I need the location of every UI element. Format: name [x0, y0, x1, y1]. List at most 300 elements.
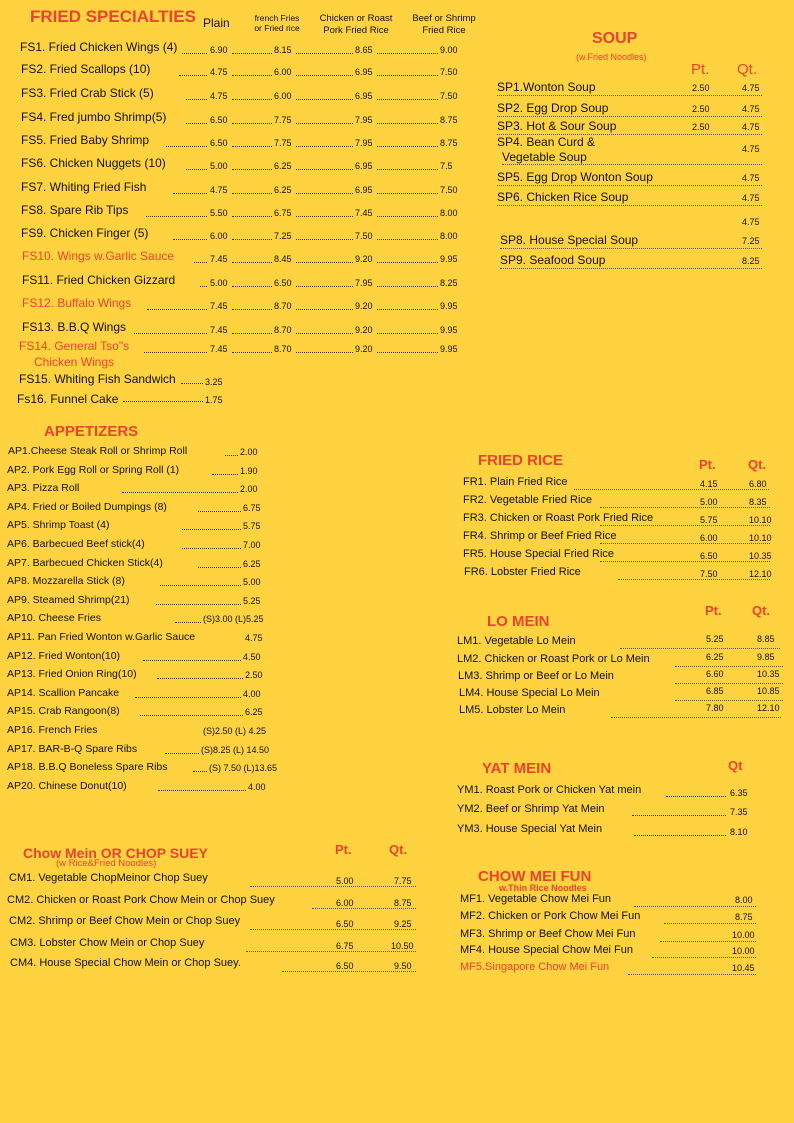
- fried-leader: [377, 169, 438, 170]
- fried-item-price: 6.90: [210, 45, 228, 55]
- chow-mein-name: CM2. Chicken or Roast Pork Chow Mein or Chop Suey: [7, 894, 275, 906]
- col-chicken-header: Chicken or Roast Pork Fried Rice: [319, 13, 393, 36]
- fried-item-price: 7.50: [440, 67, 458, 77]
- fried-rice-leader: [600, 507, 770, 508]
- mei-fun-price: 8.75: [735, 912, 753, 922]
- fried-rice-qt: 12.10: [749, 569, 772, 579]
- soup-item-name: SP4. Bean Curd &: [497, 135, 596, 149]
- fried-item-price: 8.00: [440, 231, 458, 241]
- fried-leader: [179, 75, 207, 76]
- chow-mein-qt: 10.50: [391, 941, 414, 951]
- yat-mein-price: 8.10: [730, 827, 748, 837]
- fried-item-price: 7.45: [355, 208, 373, 218]
- yat-mein-leader: [632, 815, 726, 816]
- chow-mein-leader: [250, 886, 416, 887]
- fried-item-price: 9.95: [440, 325, 458, 335]
- fried-item-price: 7.95: [355, 138, 373, 148]
- fried-leader: [296, 146, 353, 147]
- appetizer-leader: [140, 715, 243, 716]
- fried-item-price: 8.25: [440, 278, 458, 288]
- appetizer-price: 6.25: [245, 707, 263, 718]
- chow-mein-name: CM2. Shrimp or Beef Chow Mein or Chop Suey: [9, 915, 241, 927]
- fried-item-price: 9.95: [440, 254, 458, 264]
- fried-title: FRIED SPECIALTIES: [30, 7, 196, 26]
- appetizer-price: (S)8.25 (L) 14.50: [201, 744, 270, 755]
- lo-mein-name: LM2. Chicken or Roast Pork or Lo Mein: [457, 653, 650, 665]
- fried-rice-pt: 6.00: [700, 533, 718, 543]
- yat-mein-name: YM3. House Special Yat Mein: [457, 823, 603, 835]
- soup-qt-header: Qt.: [737, 61, 758, 78]
- fried-rice-pt: 6.50: [700, 551, 718, 561]
- lo-mein-leader: [620, 648, 780, 649]
- fried-leader: [377, 193, 438, 194]
- yat-mein-leader: [666, 796, 726, 797]
- soup-item-qt: 4.75: [742, 122, 760, 132]
- appetizer-leader: [193, 771, 207, 772]
- soup-item-qt: 4.75: [742, 193, 760, 203]
- fried-item-price: 9.20: [355, 344, 373, 354]
- soup-item-name: SP3. Hot & Sour Soup: [497, 119, 617, 133]
- fried-item-name: FS7. Whiting Fried Fish: [21, 180, 147, 194]
- fried-item-price: 9.20: [355, 325, 373, 335]
- appetizer-price: 6.25: [243, 558, 261, 569]
- soup-item-qt: 4.75: [742, 104, 760, 114]
- soup-leader: [500, 248, 762, 249]
- chow-mein-pt: 5.00: [336, 876, 354, 886]
- fried-rice-pt: 4.15: [700, 479, 718, 489]
- fried-rice-name: FR3. Chicken or Roast Pork Fried Rice: [463, 512, 654, 524]
- fried-leader: [173, 239, 207, 240]
- appetizer-leader: [122, 492, 238, 493]
- fried-leader: [377, 123, 438, 124]
- fs16-name: Fs16. Funnel Cake: [17, 392, 119, 406]
- fried-leader: [296, 53, 353, 54]
- fried-rice-qt: 10.10: [749, 515, 772, 525]
- lo-mein-qt: 8.85: [757, 634, 775, 644]
- fried-item-price: 4.75: [210, 67, 228, 77]
- fried-item-price: 9.00: [440, 45, 458, 55]
- appetizer-price: 4.00: [243, 688, 261, 699]
- appetizer-name: AP1.Cheese Steak Roll or Shrimp Roll: [8, 445, 188, 457]
- lo-mein-pt: 7.80: [706, 703, 724, 713]
- appetizer-price: 1.90: [240, 465, 258, 476]
- col-fries-header: french Fries or Fried rice: [254, 13, 300, 33]
- fried-leader: [173, 193, 207, 194]
- soup-item-qt: 4.75: [742, 173, 760, 183]
- fried-item-price: 9.95: [440, 301, 458, 311]
- fried-rice-name: FR2. Vegetable Fried Rice: [463, 494, 593, 506]
- lo-mein-leader: [611, 717, 781, 718]
- fried-leader: [232, 193, 272, 194]
- yat-mein-leader: [634, 835, 726, 836]
- appetizer-leader: [198, 511, 241, 512]
- fried-leader: [232, 262, 272, 263]
- lo-mein-name: LM3. Shrimp or Beef or Lo Mein: [458, 670, 614, 682]
- fried-leader: [296, 216, 353, 217]
- soup-pt-header: Pt.: [691, 61, 710, 78]
- chow-mein-pt-header: Pt.: [335, 842, 352, 857]
- soup-leader: [497, 185, 762, 186]
- lo-mein-name: LM1. Vegetable Lo Mein: [457, 635, 576, 647]
- fried-rice-leader: [600, 543, 770, 544]
- fried-leader: [232, 53, 272, 54]
- appetizer-price: (S)3.00 (L)5.25: [203, 614, 264, 625]
- lo-mein-name: LM4. House Special Lo Mein: [459, 687, 600, 699]
- appetizer-price: 2.00: [240, 484, 258, 495]
- appetizer-price: 5.25: [243, 595, 261, 606]
- fried-rice-qt: 8.35: [749, 497, 767, 507]
- fried-leader: [144, 352, 207, 353]
- fried-item-name: FS9. Chicken Finger (5): [21, 226, 149, 240]
- soup-item-qt: 4.75: [742, 144, 760, 154]
- fried-leader: [147, 309, 207, 310]
- fried-item-price: 7.95: [355, 115, 373, 125]
- chow-mein-name: CM1. Vegetable ChopMeinor Chop Suey: [9, 872, 208, 884]
- fs15-name: FS15. Whiting Fish Sandwich: [19, 372, 176, 386]
- fs15-price: 3.25: [205, 377, 223, 387]
- appetizers-title: APPETIZERS: [44, 423, 139, 440]
- fried-item-price: 7.75: [274, 115, 292, 125]
- fried-leader: [296, 286, 353, 287]
- soup-item-name: SP2. Egg Drop Soup: [497, 101, 609, 115]
- fried-item-price: 6.95: [355, 67, 373, 77]
- fried-item-price: 6.95: [355, 185, 373, 195]
- appetizer-leader: [175, 622, 201, 623]
- fried-item-price: 6.00: [274, 67, 292, 77]
- fried-item-name: FS6. Chicken Nuggets (10): [21, 156, 166, 170]
- fried-leader: [232, 146, 272, 147]
- mei-fun-subtitle: w.Thin Rice Noodles: [499, 883, 587, 893]
- fried-leader: [296, 75, 353, 76]
- fried-rice-pt-header: Pt.: [699, 457, 716, 472]
- soup-leader: [497, 116, 762, 117]
- mei-fun-price: 8.00: [735, 895, 753, 905]
- fried-leader: [232, 99, 272, 100]
- lo-mein-leader: [675, 666, 783, 667]
- fs16-leader: [123, 401, 203, 402]
- fried-leader: [377, 216, 438, 217]
- fried-rice-leader: [574, 489, 769, 490]
- appetizer-name: AP3. Pizza Roll: [7, 482, 80, 495]
- fried-leader: [182, 53, 207, 54]
- lo-mein-title: LO MEIN: [487, 613, 550, 630]
- fried-item-name: FS2. Fried Scallops (10): [21, 62, 151, 76]
- fried-leader: [296, 309, 353, 310]
- mei-fun-name: MF5.Singapore Chow Mei Fun: [460, 961, 610, 973]
- fried-item-price: 9.20: [355, 254, 373, 264]
- fried-leader: [232, 216, 272, 217]
- soup-item-name: SP6. Chicken Rice Soup: [497, 190, 629, 204]
- fried-item-name: FS3. Fried Crab Stick (5): [21, 86, 154, 100]
- soup-item-qt: 4.75: [742, 217, 760, 227]
- appetizer-price: 4.75: [245, 633, 263, 643]
- fried-rice-qt-header: Qt.: [748, 457, 767, 472]
- fried-leader: [186, 169, 207, 170]
- fried-item-price: 5.00: [210, 278, 228, 288]
- mei-fun-leader: [628, 974, 756, 975]
- chow-mein-qt: 9.25: [394, 919, 412, 929]
- fried-leader: [146, 216, 207, 217]
- fried-rice-leader: [600, 525, 770, 526]
- fried-item-price: 8.70: [274, 301, 292, 311]
- soup-item-name: SP5. Egg Drop Wonton Soup: [497, 170, 653, 184]
- fs16-price: 1.75: [205, 395, 223, 405]
- soup-item-name: SP9. Seafood Soup: [500, 253, 606, 267]
- lo-mein-pt: 6.85: [706, 686, 724, 696]
- fried-leader: [232, 352, 272, 353]
- appetizer-name: AP5. Shrimp Toast (4): [7, 519, 110, 532]
- yat-mein-qt-header: Qt: [728, 758, 743, 773]
- fried-leader: [377, 286, 438, 287]
- chow-mein-leader: [246, 951, 416, 952]
- appetizer-name: AP20. Chinese Donut(10): [7, 779, 127, 792]
- lo-mein-qt: 10.85: [757, 686, 780, 696]
- fried-leader: [377, 53, 438, 54]
- fried-item-price: 7.45: [210, 344, 228, 354]
- appetizer-leader: [157, 678, 243, 679]
- fried-item-price: 7.45: [210, 325, 228, 335]
- fried-leader: [377, 99, 438, 100]
- fried-item-price: 4.75: [210, 91, 228, 101]
- mei-fun-name: MF3. Shrimp or Beef Chow Mei Fun: [460, 928, 636, 940]
- appetizer-price: 2.00: [240, 447, 258, 457]
- fried-leader: [296, 352, 353, 353]
- chow-mein-title: Chow Mein OR CHOP SUEY: [23, 845, 208, 861]
- fried-item-name: FS12. Buffalo Wings: [22, 296, 132, 310]
- soup-leader: [497, 205, 762, 206]
- fried-item-price: 6.95: [355, 161, 373, 171]
- chow-mein-pt: 6.50: [336, 919, 354, 929]
- yat-mein-name: YM2. Beef or Shrimp Yat Mein: [457, 803, 605, 815]
- fried-rice-leader: [618, 579, 770, 580]
- fried-item-name: FS13. B.B.Q Wings: [22, 320, 127, 334]
- fried-item-price: 7.75: [274, 138, 292, 148]
- fried-item-name: FS5. Fried Baby Shrimp: [21, 133, 150, 147]
- appetizer-name: AP6. Barbecued Beef stick(4): [7, 538, 145, 550]
- appetizer-leader: [182, 548, 241, 549]
- fried-leader: [296, 239, 353, 240]
- fried-rice-name: FR4. Shrimp or Beef Fried Rice: [463, 530, 617, 542]
- fried-leader: [296, 123, 353, 124]
- lo-mein-name: LM5. Lobster Lo Mein: [459, 704, 566, 716]
- soup-item-pt: 2.50: [692, 83, 710, 93]
- mei-fun-price: 10.00: [732, 946, 755, 956]
- chow-mein-qt: 9.50: [394, 961, 412, 971]
- fried-leader: [296, 193, 353, 194]
- appetizer-name: AP9. Steamed Shrimp(21): [7, 593, 130, 606]
- soup-leader: [497, 95, 762, 96]
- soup-item-name: SP1.Wonton Soup: [497, 80, 596, 94]
- fried-item-price: 6.75: [274, 208, 292, 218]
- fried-item-name: FS10. Wings w.Garlic Sauce: [22, 249, 175, 263]
- fried-leader: [232, 286, 272, 287]
- fried-item-price: 7.5: [440, 161, 453, 171]
- fried-leader: [377, 333, 438, 334]
- fried-rice-pt: 5.75: [700, 515, 718, 525]
- fried-leader: [377, 75, 438, 76]
- fried-leader: [377, 262, 438, 263]
- appetizer-leader: [160, 585, 241, 586]
- fried-rice-leader: [600, 561, 770, 562]
- fried-rice-title: FRIED RICE: [478, 452, 564, 469]
- fried-leader: [377, 309, 438, 310]
- soup-subtitle: (w.Fried Noodles): [576, 52, 647, 62]
- fried-rice-pt: 5.00: [700, 497, 718, 507]
- appetizer-leader: [156, 604, 241, 605]
- appetizer-price: 7.00: [243, 540, 261, 550]
- appetizer-name: AP15. Crab Rangoon(8): [7, 705, 120, 718]
- appetizer-leader: [198, 567, 241, 568]
- fried-leader: [296, 169, 353, 170]
- appetizer-name: AP16. French Fries: [7, 724, 98, 736]
- mei-fun-name: MF2. Chicken or Pork Chow Mei Fun: [460, 910, 641, 922]
- fried-leader: [377, 352, 438, 353]
- fried-leader: [194, 262, 207, 263]
- fried-leader: [296, 99, 353, 100]
- fried-item-price: 8.75: [440, 138, 458, 148]
- fried-item-price: 7.45: [210, 254, 228, 264]
- fried-item-price: 9.20: [355, 301, 373, 311]
- soup-leader: [502, 164, 762, 165]
- fried-item-price: 6.00: [210, 231, 228, 241]
- mei-fun-leader: [664, 923, 756, 924]
- fried-item-price: 8.75: [440, 115, 458, 125]
- fried-item-price: 7.50: [440, 91, 458, 101]
- appetizer-price: 4.50: [243, 651, 261, 662]
- appetizer-price: (S)2.50 (L) 4.25: [203, 726, 267, 736]
- fried-leader: [186, 99, 207, 100]
- fried-item-price: 4.75: [210, 185, 228, 195]
- chow-mein-qt: 7.75: [394, 876, 412, 886]
- fried-item-name: FS1. Fried Chicken Wings (4): [20, 40, 178, 54]
- lo-mein-qt: 10.35: [757, 669, 780, 679]
- soup-leader: [500, 268, 762, 269]
- fried-item-price: 7.50: [440, 185, 458, 195]
- soup-item-name: SP8. House Special Soup: [500, 233, 639, 247]
- lo-mein-pt: 5.25: [706, 634, 724, 644]
- lo-mein-qt: 9.85: [757, 652, 775, 662]
- chow-mein-qt: 8.75: [394, 898, 412, 908]
- lo-mein-leader: [675, 700, 783, 701]
- chow-mein-pt: 6.75: [336, 941, 354, 951]
- fried-item-price: 7.25: [274, 231, 292, 241]
- mei-fun-title: CHOW MEI FUN: [478, 868, 592, 885]
- fried-rice-name: FR6. Lobster Fried Rice: [464, 566, 581, 578]
- yat-mein-price: 6.35: [730, 788, 748, 798]
- fried-item-name: FS4. Fred jumbo Shrimp(5): [21, 110, 167, 124]
- fried-item-price: 5.50: [210, 208, 228, 218]
- fried-leader: [232, 333, 272, 334]
- appetizer-name: AP7. Barbecued Chicken Stick(4): [7, 556, 163, 569]
- fried-item-price: 8.65: [355, 45, 373, 55]
- fried-item-price: 6.25: [274, 161, 292, 171]
- fs15-leader: [181, 383, 203, 384]
- appetizer-name: AP14. Scallion Pancake: [7, 686, 120, 699]
- fried-item-name: FS14. General Tso"s: [19, 339, 130, 353]
- lo-mein-pt: 6.25: [706, 652, 724, 662]
- appetizer-name: AP10. Cheese Fries: [7, 612, 101, 625]
- chow-mein-leader: [282, 971, 416, 972]
- appetizer-name: AP2. Pork Egg Roll or Spring Roll (1): [7, 463, 180, 476]
- fried-item-price: 6.95: [355, 91, 373, 101]
- appetizer-leader: [212, 474, 238, 475]
- fried-item-price: 6.25: [274, 185, 292, 195]
- soup-title: SOUP: [592, 30, 638, 47]
- soup-item-qt: 7.25: [742, 236, 760, 246]
- fried-item-price: 6.50: [274, 278, 292, 288]
- fried-leader: [377, 239, 438, 240]
- appetizer-price: 2.50: [245, 670, 263, 681]
- soup-item-qt: 4.75: [742, 83, 760, 93]
- chow-mein-subtitle: (w Rice&Fried Noodles): [56, 858, 157, 869]
- appetizer-price: 6.75: [243, 502, 261, 513]
- fried-rice-name: FR1. Plain Fried Rice: [463, 476, 568, 488]
- appetizer-name: AP18. B.B.Q Boneless Spare Ribs: [7, 761, 168, 774]
- mei-fun-price: 10.00: [732, 930, 755, 940]
- fried-leader: [232, 123, 272, 124]
- mei-fun-name: MF4. House Special Chow Mei Fun: [460, 944, 634, 956]
- fried-item-name: FS8. Spare Rib Tips: [21, 203, 129, 217]
- fried-item-price: 5.00: [210, 161, 228, 171]
- chow-mein-pt: 6.50: [336, 961, 354, 971]
- fried-rice-qt: 6.80: [749, 479, 767, 489]
- mei-fun-leader: [634, 906, 756, 907]
- appetizer-name: AP11. Pan Fried Wonton w.Garlic Sauce: [7, 631, 196, 643]
- lo-mein-leader: [675, 683, 783, 684]
- appetizer-name: AP12. Fried Wonton(10): [7, 649, 121, 662]
- fried-leader: [296, 333, 353, 334]
- fried-rice-pt: 7.50: [700, 569, 718, 579]
- lo-mein-pt: 6.60: [706, 669, 724, 679]
- fried-rice-name: FR5. House Special Fried Rice: [463, 548, 615, 560]
- yat-mein-name: YM1. Roast Pork or Chicken Yat mein: [457, 784, 642, 796]
- yat-mein-price: 7.35: [730, 807, 748, 817]
- appetizer-leader: [135, 697, 241, 698]
- appetizer-leader: [225, 455, 238, 456]
- appetizer-leader: [165, 753, 199, 754]
- fried-item-price: 7.45: [210, 301, 228, 311]
- soup-item-pt: 2.50: [692, 104, 710, 114]
- fried-leader: [134, 333, 207, 334]
- soup-item-pt: 2.50: [692, 122, 710, 132]
- fried-leader: [296, 262, 353, 263]
- fried-leader: [232, 309, 272, 310]
- chow-mein-name: CM3. Lobster Chow Mein or Chop Suey: [10, 937, 205, 949]
- fried-item-price: 8.70: [274, 344, 292, 354]
- fried-leader: [232, 239, 272, 240]
- soup-item-qt: 8.25: [742, 256, 760, 266]
- fried-rice-qt: 10.35: [749, 551, 772, 561]
- lo-mein-pt-header: Pt.: [705, 603, 722, 618]
- appetizer-price: 5.75: [243, 521, 261, 532]
- appetizer-price: (S) 7.50 (L)13.65: [209, 763, 278, 774]
- soup-item-name-cont: Vegetable Soup: [502, 150, 587, 164]
- appetizer-name: AP17. BAR-B-Q Spare Ribs: [7, 742, 138, 755]
- col-beef-header: Beef or Shrimp Fried Rice: [412, 13, 476, 36]
- appetizer-name: AP4. Fried or Boiled Dumpings (8): [7, 500, 167, 513]
- fried-item-price: 7.95: [355, 278, 373, 288]
- fried-item-price: 6.50: [210, 138, 228, 148]
- fried-leader: [232, 75, 272, 76]
- appetizer-name: AP13. Fried Onion Ring(10): [7, 668, 137, 681]
- fried-item-name-cont: Chicken Wings: [34, 355, 115, 369]
- fried-item-price: 6.50: [210, 115, 228, 125]
- appetizer-price: 5.00: [243, 577, 261, 588]
- mei-fun-price: 10.45: [732, 963, 755, 973]
- fried-item-price: 7.50: [355, 231, 373, 241]
- fried-item-price: 8.15: [274, 45, 292, 55]
- fried-item-price: 6.00: [274, 91, 292, 101]
